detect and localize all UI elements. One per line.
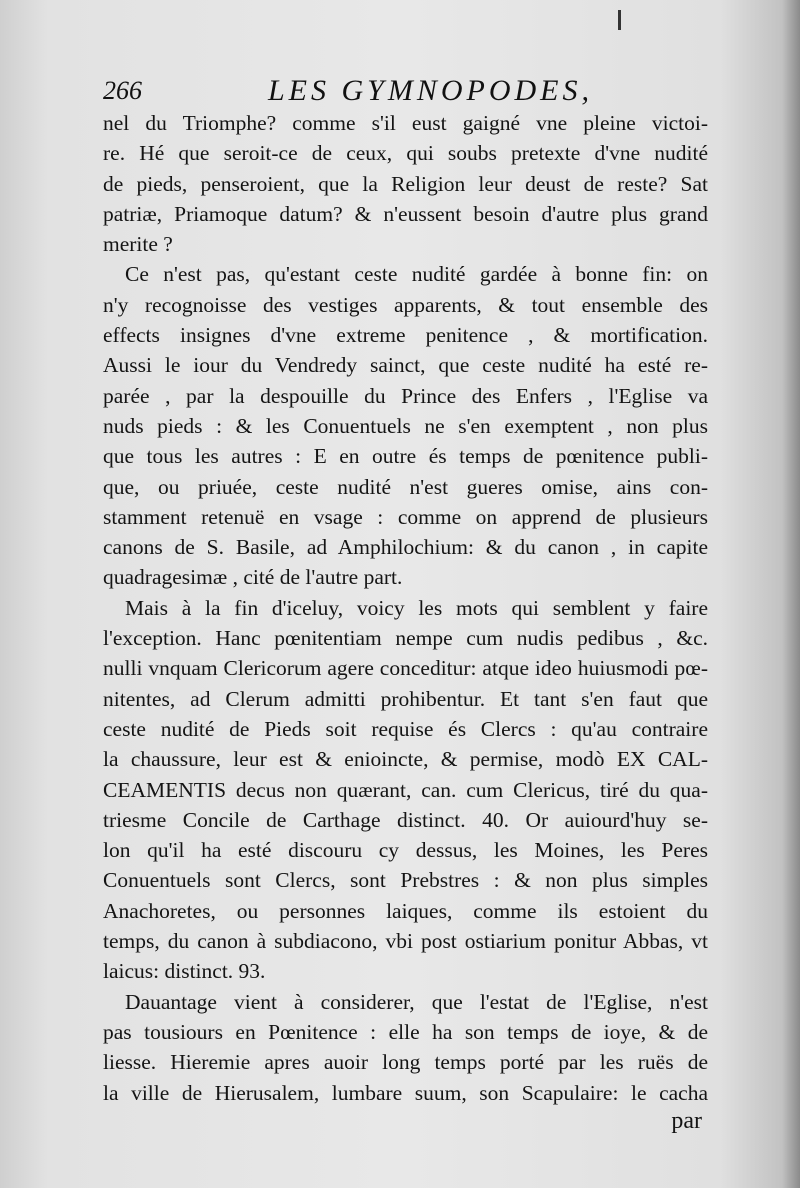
text-line: stamment retenuë en vsage : comme on apprend de plusieurs [103, 504, 708, 529]
text-line: Dauantage vient à considerer, que l'estat de l'Eglise, n'est [125, 989, 708, 1014]
text-line: liesse. Hieremie apres auoir long temps porté par les ruës de [103, 1050, 708, 1075]
text-line: nuds pieds : & les Conuentuels ne s'en exemptent , non plus [103, 413, 708, 438]
running-title: LES GYMNOPODES, [268, 74, 594, 107]
text-line: Anachoretes, ou personnes laiques, comme ils estoient du [103, 898, 708, 923]
text-line: nel du Triomphe? comme s'il eust gaigné vne pleine victoi- [103, 111, 708, 135]
text-line: lon qu'il ha esté discouru cy dessus, les Moines, les Peres [103, 838, 708, 863]
text-line: Aussi le iour du Vendredy sainct, que ceste nudité ha esté re- [103, 353, 708, 378]
text-line: Conuentuels sont Clercs, sont Prebstres : & non plus simples [103, 868, 708, 893]
page-number: 266 [103, 76, 142, 105]
text-line: que, ou priuée, ceste nudité n'est gueres omise, ains con- [103, 474, 708, 499]
text-line: Ce n'est pas, qu'estant ceste nudité gardée à bonne fin: on [125, 262, 708, 287]
text-line: canons de S. Basile, ad Amphilochium: & du canon , in capite [103, 535, 708, 560]
text-line: Mais à la fin d'iceluy, voicy les mots qui semblent y faire [125, 595, 708, 620]
ink-mark [618, 10, 621, 30]
body-text [103, 108, 708, 1108]
text-line: la chaussure, leur est & enioincte, & permise, modò EX CAL- [103, 747, 708, 772]
text-line: ceste nudité de Pieds soit requise és Clercs : qu'au contraire [103, 716, 708, 741]
text-line: n'y recognoisse des vestiges apparents, & tout ensemble des [103, 292, 708, 317]
text-line: CEAMENTIS decus non quærant, can. cum Clericus, tiré du qua- [103, 777, 708, 802]
text-line: re. Hé que seroit-ce de ceux, qui soubs pretexte d'vne nudité [103, 141, 708, 166]
text-line: l'exception. Hanc pœnitentiam nempe cum nudis pedibus , &c. [103, 626, 708, 651]
text-line: la ville de Hierusalem, lumbare suum, son Scapulaire: le cacha [103, 1080, 708, 1105]
text-line: que tous les autres : E en outre és temps de pœnitence publi- [103, 444, 708, 469]
text-line: quadragesimæ , cité de l'autre part. [103, 565, 403, 590]
catchword: par [671, 1108, 702, 1134]
text-line: effects insignes d'vne extreme penitence , & mortification. [103, 323, 708, 348]
text-line: nulli vnquam Clericorum agere conceditur: atque ideo huiusmodi pœ- [103, 656, 708, 681]
text-line: nitentes, ad Clerum admitti prohibentur. Et tant s'en faut que [103, 686, 708, 711]
text-line: parée , par la despouille du Prince des Enfers , l'Eglise va [103, 383, 708, 408]
text-line: triesme Concile de Carthage distinct. 40. Or auiourd'huy se- [103, 807, 708, 832]
running-header [103, 72, 703, 112]
text-line: pas tousiours en Pœnitence : elle ha son temps de ioye, & de [103, 1019, 708, 1044]
text-line: de pieds, penseroient, que la Religion leur deust de reste? Sat [103, 171, 708, 196]
text-line: merite ? [103, 232, 173, 257]
text-line: temps, du canon à subdiacono, vbi post ostiarium ponitur Abbas, vt [103, 929, 708, 954]
text-line: patriæ, Priamoque datum? & n'eussent besoin d'autre plus grand [103, 201, 708, 226]
text-line: laicus: distinct. 93. [103, 959, 266, 984]
page-edge-shadow [782, 0, 800, 1188]
